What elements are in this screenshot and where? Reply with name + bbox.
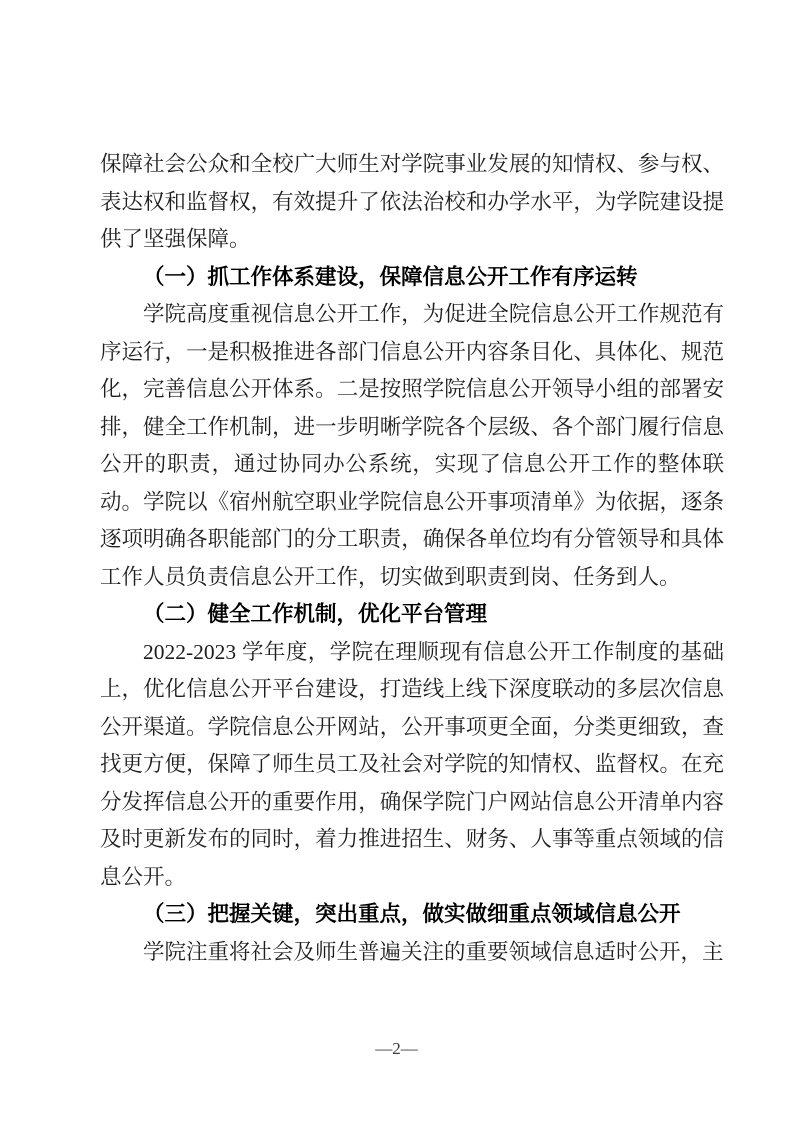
paragraph: 2022-2023 学年度，学院在理顺现有信息公开工作制度的基础上，优化信息公开平台建设，打造线上线下深度联动的多层次信息公开渠道。学院信息公开网站，公开事项更全面，分类更细致，查找更方便，保障了师生员工及社会对学院的知情权、监督权。在充分发挥信息公开的重要作用，确保学院门户网站信息公开清单内容及时更新发布的同时，着力推进招生、财务、人事等重点领域的信息公开。 [100, 639, 724, 889]
document-content [100, 146, 724, 971]
paragraph: 学院注重将社会及师生普遍关注的重要领域信息适时公开，主 [143, 939, 724, 964]
paragraph: 学院高度重视信息公开工作，为促进全院信息公开工作规范有序运行，一是积极推进各部门信息公开内容条目化、具体化、规范化，完善信息公开体系。二是按照学院信息公开领导小组的部署安排，健全工作机制，进一步明晰学院各个层级、各个部门履行信息公开的职责，通过协同办公系统，实现了信息公开工作的整体联动。学院以《宿州航空职业学院信息公开事项清单》为依据，逐条逐项明确各职能部门的分工职责，确保各单位均有分管领导和具体工作人员负责信息公开工作，切实做到职责到岗、任务到人。 [100, 302, 724, 589]
paragraph: 保障社会公众和全校广大师生对学院事业发展的知情权、参与权、表达权和监督权，有效提升了依法治校和办学水平，为学院建设提供了坚强保障。 [100, 152, 724, 251]
section-heading: （一）抓工作体系建设，保障信息公开工作有序运转 [143, 264, 638, 289]
page-number: —2— [375, 1039, 418, 1058]
section-heading: （三）把握关键，突出重点，做实做细重点领域信息公开 [143, 902, 681, 926]
section-heading: （二）健全工作机制，优化平台管理 [143, 602, 488, 626]
page-footer [0, 1038, 793, 1060]
